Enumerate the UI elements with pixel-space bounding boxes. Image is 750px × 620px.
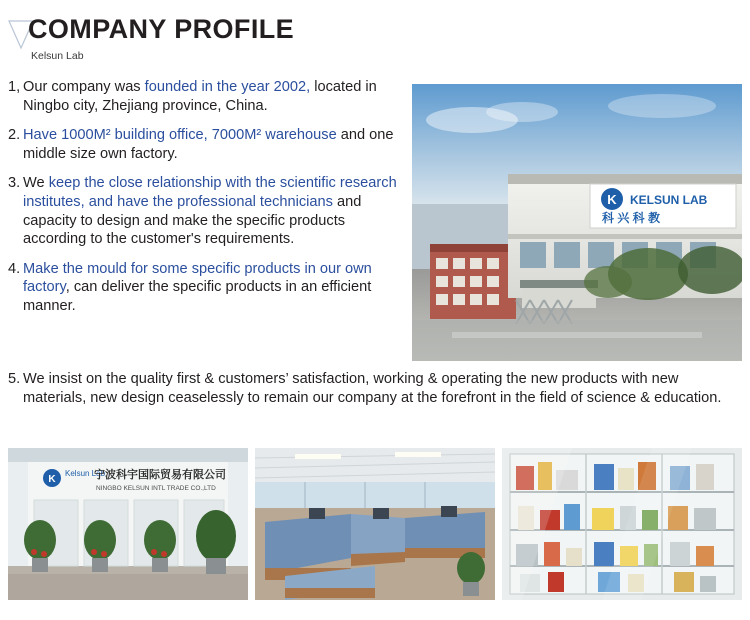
office-lobby-photo [8,448,248,600]
list-item-text-part: and one middle size own factory. [23,127,394,162]
svg-text:Kelsun Lab: Kelsun Lab [65,469,106,478]
list-item-1 [8,78,410,115]
svg-text:K: K [607,192,617,207]
list-item-5 [8,370,728,408]
page-subtitle: Kelsun Lab [31,50,84,62]
svg-text:科 兴 科 教: 科 兴 科 教 [602,211,661,225]
svg-text:KELSUN LAB: KELSUN LAB [630,193,708,207]
list-item-text [23,174,410,248]
factory-building-photo [412,84,742,361]
svg-text:宁波科宇国际贸易有限公司: 宁波科宇国际贸易有限公司 [94,469,226,481]
list-item-number: 1, [8,79,21,95]
page-title: COMPANY PROFILE [28,14,295,44]
list-item-3 [8,174,410,248]
page-header [0,14,750,66]
list-item-text-part: keep the close relationship with the scientific research institutes, and have the professional technicians [23,175,397,210]
product-showroom-shelves-photo [502,448,742,600]
list-item-text-part: Our company was [23,79,145,95]
open-office-workspace-photo [255,448,495,600]
list-item-number: 3. [8,175,21,192]
list-item-text: We insist on the quality first & customers’ satisfaction, working & operating the new products with new materials, new design ceaselessly to remain our company at the forefront in the field of science & education. [23,371,722,406]
list-item-text-part: and capacity to design and make the specific products according to the customer's requirements. [23,193,362,248]
svg-text:NINGBO KELSUN INTL TRADE CO.,L: NINGBO KELSUN INTL TRADE CO.,LTD [96,485,216,492]
svg-text:K: K [48,474,56,485]
list-item-text-part: Have 1000M² building office, 7000M² warehouse [23,127,337,144]
list-item-text-part: Make the mould for some specific products in our own factory [23,260,372,296]
photo-gallery [8,448,742,600]
list-item-2 [8,126,410,163]
list-item-text [23,260,410,316]
list-item-text-part: , can deliver the specific products in an efficient manner. [23,279,372,314]
list-item-text-part: founded in the year 2002, [144,79,311,95]
list-item-number: 2. [8,127,21,144]
list-item-number: 5. [8,371,21,387]
list-item-text [23,126,410,163]
list-item-number: 4. [8,260,21,277]
list-item-text-part: We [23,175,49,192]
list-item-4 [8,260,410,316]
profile-list [8,78,410,327]
list-item-text-part: located in Ningbo city, Zhejiang province, China. [23,79,377,114]
list-item-text [23,78,410,115]
